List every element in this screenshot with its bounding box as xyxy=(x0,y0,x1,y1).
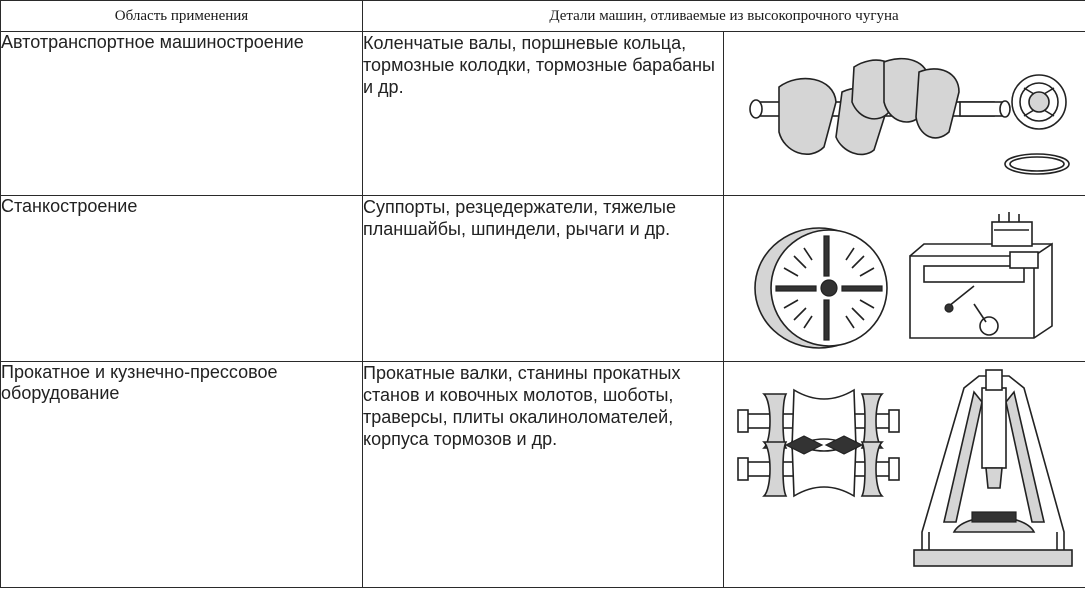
application-area-cell: Автотранспортное машиностроение xyxy=(1,32,363,196)
header-machine-parts: Детали машин, отливаемые из высокопрочного чугуна xyxy=(363,1,1085,32)
tool-holder xyxy=(992,222,1032,246)
crank-web-1 xyxy=(779,79,836,155)
machine-parts-cell: Суппорты, резцедержатели, тяжелые планшайбы, шпиндели, рычаги и др. xyxy=(363,196,724,362)
illustration-cell xyxy=(724,32,1085,196)
table-row xyxy=(1,32,1085,196)
forging-hammer-frame xyxy=(914,370,1072,566)
header-application-area: Область применения xyxy=(1,1,363,32)
lever-handle xyxy=(980,317,998,335)
rolling-mill-rolls xyxy=(738,390,899,496)
illustration-cell xyxy=(724,196,1085,362)
machine-parts-cell: Коленчатые валы, поршневые кольца, тормозные колодки, тормозные барабаны и др. xyxy=(363,32,724,196)
application-area-cell: Прокатное и кузнечно-прессовое оборудование xyxy=(1,362,363,588)
application-area-cell: Станкостроение xyxy=(1,196,363,362)
table-header-row xyxy=(1,1,1085,32)
crankshaft-and-rings-icon xyxy=(724,32,1085,195)
table-row xyxy=(1,362,1085,588)
machine-parts-cell: Прокатные валки, станины прокатных станов и ковочных молотов, шоботы, траверсы, плиты окалиноломателей, корпуса тормозов и др. xyxy=(363,362,724,588)
crank-web-5 xyxy=(916,69,959,138)
table-row xyxy=(1,196,1085,362)
faceplate-and-lathe-support-icon xyxy=(724,196,1085,361)
rolls-and-forging-hammer-icon xyxy=(724,362,1085,587)
illustration-cell xyxy=(724,362,1085,588)
